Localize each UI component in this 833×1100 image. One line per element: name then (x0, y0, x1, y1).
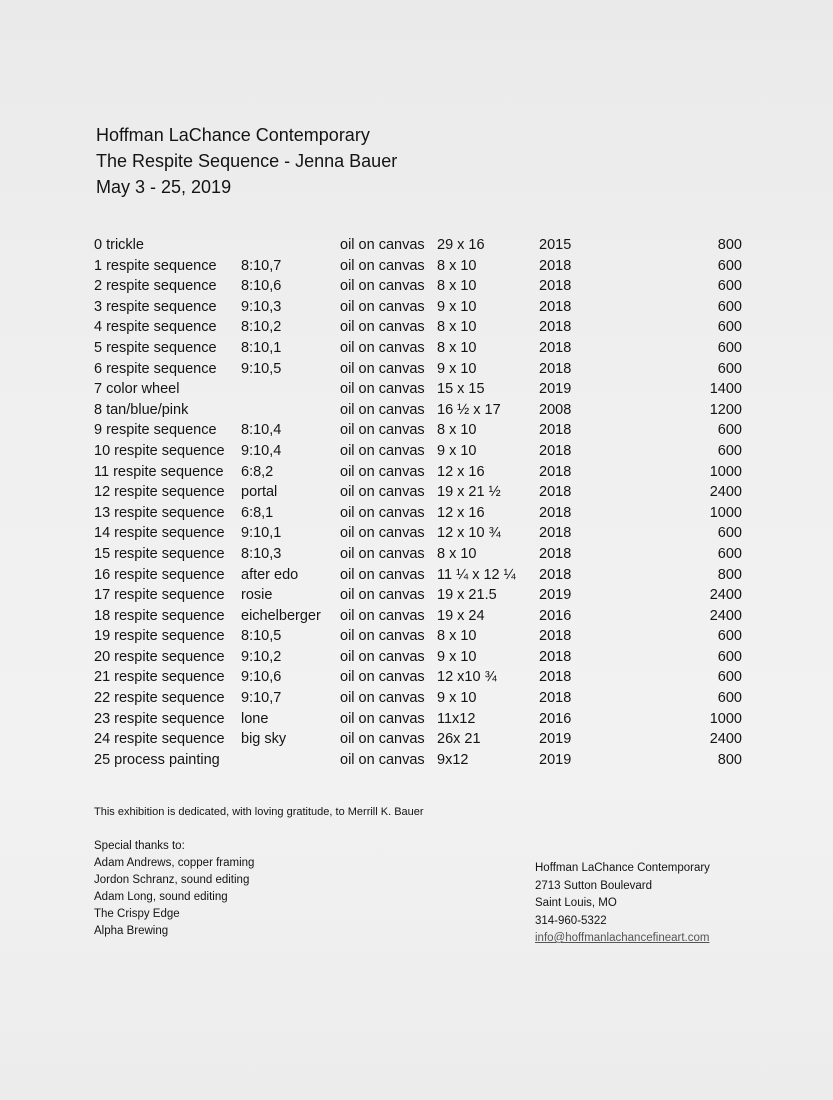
contact-phone: 314-960-5322 (535, 914, 607, 927)
work-size: 12 x 16 (437, 504, 485, 521)
artwork-row (94, 667, 742, 688)
work-price: 800 (717, 237, 742, 253)
work-medium: oil on canvas (340, 607, 425, 624)
work-subtitle: 6:8,1 (241, 504, 274, 521)
work-year: 2018 (539, 319, 572, 336)
work-price: 600 (717, 422, 742, 439)
work-size: 19 x 21 ½ (437, 484, 501, 501)
artwork-row (94, 523, 742, 544)
work-subtitle: 6:8,2 (241, 463, 274, 480)
work-title: 22 respite sequence (94, 690, 225, 707)
work-medium: oil on canvas (340, 484, 425, 501)
work-year: 2019 (539, 751, 572, 768)
document-header (96, 122, 397, 200)
work-medium: oil on canvas (340, 401, 425, 418)
contact-street: 2713 Sutton Boulevard (535, 879, 653, 892)
work-price: 600 (717, 319, 742, 336)
work-medium: oil on canvas (340, 298, 425, 315)
work-size: 26x 21 (437, 731, 481, 748)
work-title: 14 respite sequence (94, 525, 225, 542)
thanks-heading: Special thanks to: (94, 840, 185, 852)
work-title: 3 respite sequence (94, 298, 217, 315)
work-price: 600 (717, 360, 742, 377)
work-price: 600 (717, 669, 742, 686)
work-title: 15 respite sequence (94, 545, 225, 562)
artwork-row (94, 647, 742, 668)
contact-city: Saint Louis, MO (535, 897, 617, 909)
work-year: 2018 (539, 669, 572, 686)
work-title: 16 respite sequence (94, 566, 225, 583)
work-price: 600 (717, 278, 742, 295)
work-size: 9 x 10 (437, 442, 477, 459)
thanks-name: Adam Andrews, copper framing (94, 857, 255, 869)
work-subtitle: 9:10,3 (241, 298, 282, 315)
work-size: 12 x 16 (437, 463, 485, 480)
work-price: 600 (717, 628, 742, 645)
artwork-row (94, 297, 742, 318)
work-subtitle: 8:10,2 (241, 319, 282, 336)
artwork-row (94, 379, 742, 400)
work-size: 8 x 10 (437, 422, 477, 439)
work-size: 8 x 10 (437, 278, 477, 295)
work-size: 12 x 10 ¾ (437, 525, 501, 542)
artwork-row (94, 585, 742, 606)
work-subtitle: 8:10,6 (241, 278, 282, 295)
work-year: 2016 (539, 607, 572, 624)
thanks-name: Alpha Brewing (94, 925, 169, 937)
work-subtitle: 8:10,1 (241, 339, 282, 356)
work-medium: oil on canvas (340, 339, 425, 356)
work-year: 2015 (539, 237, 572, 253)
work-year: 2018 (539, 566, 572, 583)
work-size: 8 x 10 (437, 339, 477, 356)
work-price: 800 (717, 566, 742, 583)
artwork-row (94, 400, 742, 421)
work-medium: oil on canvas (340, 442, 425, 459)
artwork-row (94, 606, 742, 627)
work-medium: oil on canvas (340, 690, 425, 707)
contact-email-link[interactable]: info@hoffmanlachancefineart.com (535, 932, 710, 944)
work-year: 2018 (539, 525, 572, 542)
work-price: 600 (717, 648, 742, 665)
work-year: 2019 (539, 731, 572, 748)
work-price: 1200 (709, 401, 742, 418)
work-price: 600 (717, 298, 742, 315)
work-size: 8 x 10 (437, 319, 477, 336)
work-subtitle: after edo (241, 566, 299, 583)
work-size: 9x12 (437, 751, 469, 768)
work-price: 600 (717, 339, 742, 356)
gallery-contact (535, 860, 710, 948)
work-price: 600 (717, 690, 742, 707)
work-size: 29 x 16 (437, 237, 485, 253)
work-subtitle: 8:10,5 (241, 628, 282, 645)
work-title: 4 respite sequence (94, 319, 217, 336)
work-year: 2018 (539, 360, 572, 377)
work-medium: oil on canvas (340, 525, 425, 542)
artwork-row (94, 235, 742, 256)
work-year: 2018 (539, 298, 572, 315)
work-size: 11 ¼ x 12 ¼ (437, 566, 516, 583)
work-year: 2018 (539, 504, 572, 521)
thanks-name: The Crispy Edge (94, 908, 180, 920)
work-title: 13 respite sequence (94, 504, 225, 521)
work-title: 2 respite sequence (94, 278, 217, 295)
work-price: 2400 (709, 484, 742, 501)
work-subtitle: eichelberger (241, 607, 321, 624)
work-title: 1 respite sequence (94, 257, 217, 274)
artwork-row (94, 359, 742, 380)
work-subtitle: 8:10,7 (241, 257, 282, 274)
work-price: 2400 (709, 731, 742, 748)
work-year: 2018 (539, 690, 572, 707)
work-price: 600 (717, 442, 742, 459)
work-year: 2018 (539, 463, 572, 480)
artwork-row (94, 420, 742, 441)
work-medium: oil on canvas (340, 545, 425, 562)
artwork-row (94, 441, 742, 462)
artwork-row (94, 626, 742, 647)
work-subtitle: 9:10,1 (241, 525, 282, 542)
work-subtitle: 9:10,4 (241, 442, 282, 459)
work-price: 600 (717, 257, 742, 274)
artwork-row (94, 256, 742, 277)
work-year: 2018 (539, 442, 572, 459)
work-medium: oil on canvas (340, 422, 425, 439)
artwork-row (94, 482, 742, 503)
dedication-text: This exhibition is dedicated, with loving gratitude, to Merrill K. Bauer (94, 806, 424, 818)
work-year: 2018 (539, 257, 572, 274)
work-subtitle: big sky (241, 731, 287, 748)
work-price: 800 (717, 751, 742, 768)
work-size: 9 x 10 (437, 298, 477, 315)
work-year: 2018 (539, 484, 572, 501)
work-year: 2019 (539, 587, 572, 604)
work-title: 11 respite sequence (94, 463, 224, 480)
work-size: 12 x10 ¾ (437, 669, 497, 686)
artwork-list (94, 235, 742, 770)
work-price: 600 (717, 525, 742, 542)
work-title: 9 respite sequence (94, 422, 217, 439)
work-year: 2008 (539, 401, 572, 418)
work-price: 600 (717, 545, 742, 562)
artwork-row (94, 462, 742, 483)
artwork-row (94, 729, 742, 750)
artwork-row (94, 565, 742, 586)
work-price: 2400 (709, 607, 742, 624)
exhibition-dates: May 3 - 25, 2019 (96, 177, 232, 197)
work-year: 2018 (539, 628, 572, 645)
work-medium: oil on canvas (340, 381, 425, 398)
artwork-row (94, 317, 742, 338)
work-subtitle: 9:10,2 (241, 648, 282, 665)
thanks-name: Jordon Schranz, sound editing (94, 874, 250, 886)
work-size: 9 x 10 (437, 360, 477, 377)
work-size: 15 x 15 (437, 381, 485, 398)
work-subtitle: 9:10,7 (241, 690, 282, 707)
gallery-name: Hoffman LaChance Contemporary (96, 125, 370, 145)
work-year: 2018 (539, 278, 572, 295)
work-year: 2018 (539, 339, 572, 356)
work-medium: oil on canvas (340, 319, 425, 336)
work-medium: oil on canvas (340, 257, 425, 274)
work-title: 5 respite sequence (94, 339, 217, 356)
work-medium: oil on canvas (340, 237, 425, 253)
artwork-row (94, 750, 742, 771)
work-title: 25 process painting (94, 751, 220, 768)
work-subtitle: 9:10,6 (241, 669, 282, 686)
work-subtitle: lone (241, 710, 269, 727)
work-medium: oil on canvas (340, 278, 425, 295)
work-subtitle: portal (241, 484, 278, 501)
work-medium: oil on canvas (340, 731, 425, 748)
work-title: 8 tan/blue/pink (94, 401, 189, 418)
work-price: 1000 (709, 710, 742, 727)
work-title: 21 respite sequence (94, 669, 225, 686)
work-year: 2018 (539, 545, 572, 562)
work-title: 19 respite sequence (94, 628, 225, 645)
work-year: 2016 (539, 710, 572, 727)
work-title: 20 respite sequence (94, 648, 225, 665)
artwork-row (94, 709, 742, 730)
work-year: 2019 (539, 381, 572, 398)
artwork-row (94, 544, 742, 565)
work-title: 12 respite sequence (94, 484, 225, 501)
special-thanks (94, 838, 254, 940)
work-medium: oil on canvas (340, 628, 425, 645)
work-medium: oil on canvas (340, 587, 425, 604)
work-size: 8 x 10 (437, 545, 477, 562)
work-subtitle: rosie (241, 587, 273, 604)
work-title: 24 respite sequence (94, 731, 225, 748)
work-size: 8 x 10 (437, 628, 477, 645)
work-medium: oil on canvas (340, 360, 425, 377)
work-medium: oil on canvas (340, 710, 425, 727)
work-price: 1000 (709, 463, 742, 480)
work-size: 11x12 (437, 710, 476, 727)
work-year: 2018 (539, 422, 572, 439)
contact-name: Hoffman LaChance Contemporary (535, 862, 710, 874)
work-subtitle: 8:10,4 (241, 422, 282, 439)
artwork-row (94, 503, 742, 524)
work-size: 8 x 10 (437, 257, 477, 274)
work-medium: oil on canvas (340, 648, 425, 665)
work-size: 16 ½ x 17 (437, 401, 501, 418)
work-year: 2018 (539, 648, 572, 665)
work-size: 9 x 10 (437, 690, 477, 707)
work-price: 1400 (709, 381, 742, 398)
work-price: 2400 (709, 587, 742, 604)
work-size: 19 x 21.5 (437, 587, 497, 604)
work-medium: oil on canvas (340, 751, 425, 768)
work-title: 18 respite sequence (94, 607, 225, 624)
work-medium: oil on canvas (340, 566, 425, 583)
work-title: 7 color wheel (94, 381, 180, 398)
work-subtitle: 9:10,5 (241, 360, 282, 377)
work-title: 6 respite sequence (94, 360, 217, 377)
work-medium: oil on canvas (340, 669, 425, 686)
work-subtitle: 8:10,3 (241, 545, 282, 562)
exhibition-title: The Respite Sequence - Jenna Bauer (96, 151, 398, 171)
work-size: 19 x 24 (437, 607, 485, 624)
work-price: 1000 (709, 504, 742, 521)
artwork-row (94, 338, 742, 359)
artwork-row (94, 276, 742, 297)
work-medium: oil on canvas (340, 463, 425, 480)
work-size: 9 x 10 (437, 648, 477, 665)
work-title: 17 respite sequence (94, 587, 225, 604)
work-title: 23 respite sequence (94, 710, 225, 727)
thanks-name: Adam Long, sound editing (94, 891, 228, 903)
work-title: 0 trickle (94, 237, 144, 253)
artwork-row (94, 688, 742, 709)
work-title: 10 respite sequence (94, 442, 225, 459)
work-medium: oil on canvas (340, 504, 425, 521)
